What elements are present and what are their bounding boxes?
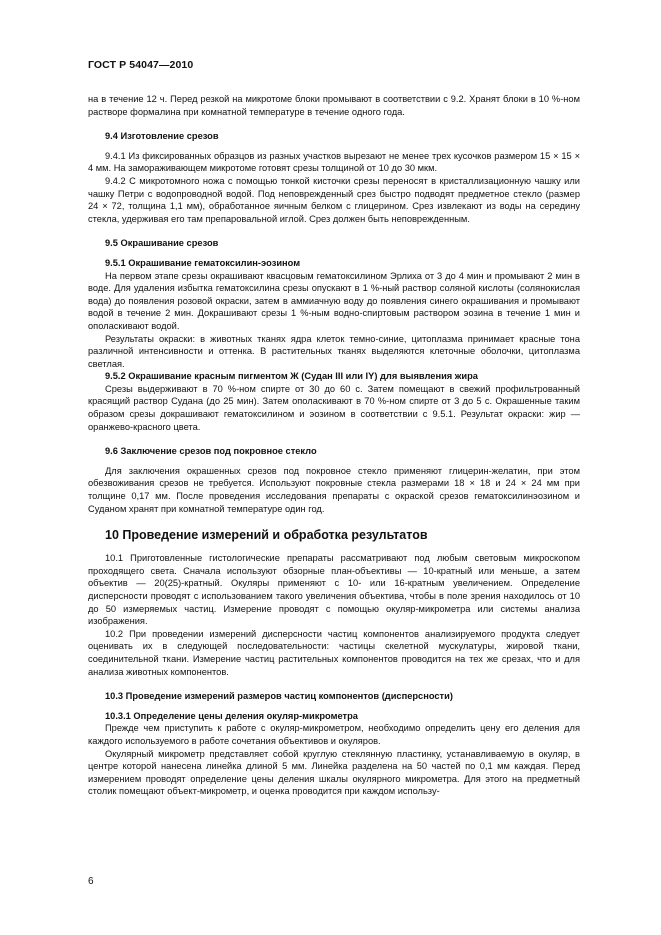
paragraph-10-1: 10.1 Приготовленные гистологические препараты рассматривают под любым световым микроскопом проходящего света. Сначала используют обзорные план-объективы — 10-кратный или меньше, а затем объектив — 20(25)-кратный. Окуляры применяют с 10- или 16-кратным увеличением. Определение дисперсности проводят с использованием такого увеличения объектива, чтобы в поле зрения находилось от 10 до 50 измеряемых частиц. Измерение проводят с помощью окуляр-микрометра или системы анализа изображения. [88,553,580,627]
paragraph-9-5-1-2: Результаты окраски: в животных тканях ядра клеток темно-синие, цитоплазма принимает красные тона различной интенсивности и оттенка. В растительных тканях выделяются клеточные оболочки, цитоплазма светлая. [88,333,580,369]
paragraph-10-2: 10.2 При проведении измерений дисперсности частиц компонентов анализируемого продукта следует оценивать их в следующей последовательности: частицы скелетной мускулатуры, жировой ткани, соединительной ткани. Измерение частиц растительных компонентов проводится на тех же срезах, что и для анализа животных компонентов. [88,628,580,677]
paragraph-10-3-1-2: Окулярный микрометр представляет собой круглую стеклянную пластинку, устанавливаемую в окуляр, в центре которой нанесена линейка длиной 5 мм. Линейка разделена на 50 частей по 0,1 мм каждая. Перед измерением проводят определение цены деления шкалы окулярного микрометра. Для этого на предметный столик помещают объект-микрометр, и оценка проводится при каждом использу- [88,748,580,797]
document-header: ГОСТ Р 54047—2010 [88,59,194,71]
paragraph-9-5-1-1: На первом этапе срезы окрашивают квасцовым гематоксилином Эрлиха от 3 до 4 мин и промывают 2 мин в воде. Для удаления избытка гематоксилина срезы опускают в 1 %-ный раствор соляной кислоты (солянокислая вода) до появления розовой окраски, затем в аммиачную воду до появления синего окрашивания и промывают водой в течение 2 мин. Докрашивают срезы 1 %-ным водно-спиртовым раствором эозина в течение 1 мин и ополаскивают водой. [88,270,580,331]
paragraph-9-5-2: Срезы выдерживают в 70 %-ном спирте от 30 до 60 с. Затем помещают в свежий профильтрованный красящий раствор Судана (до 25 мин). Затем ополаскивают в 70 %-ном спирте от 3 до 5 с. Окрашенные таким образом срезы докрашивают гематоксилином и эозином в соответствии с 9.5.1. Результат окраски: жир — оранжево-красного цвета. [88,383,580,432]
section-9-4-heading: 9.4 Изготовление срезов [105,131,219,142]
paragraph-9-4-1: 9.4.1 Из фиксированных образцов из разных участков вырезают не менее трех кусочков размером 15 × 15 × 4 мм. На замораживающем микротоме готовят срезы толщиной от 10 до 30 мкм. [88,150,580,174]
section-9-5-heading: 9.5 Окрашивание срезов [105,238,219,249]
section-9-5-2-heading: 9.5.2 Окрашивание красным пигментом Ж (Судан III или IY) для выявления жира [105,371,478,382]
section-9-6-heading: 9.6 Заключение срезов под покровное стекло [105,446,317,457]
section-10-3-1-heading: 10.3.1 Определение цены деления окуляр-микрометра [105,710,358,721]
paragraph-9-4-2: 9.4.2 С микротомного ножа с помощью тонкой кисточки срезы переносят в кристаллизационную чашку или чашку Петри с водопроводной водой. Под неповрежденный срез быстро подводят предметное стекло (размер 24 × 72, толщина 1,1 мм), обработанное яичным белком с глицерином. Срез извлекают из воды на середину стекла, удерживая его там препаровальной иглой. Срез должен быть неповрежденным. [88,175,580,224]
section-9-5-1-heading: 9.5.1 Окрашивание гематоксилин-эозином [105,257,301,268]
document-body [88,93,580,798]
paragraph-9-6: Для заключения окрашенных срезов под покровное стекло применяют глицерин-желатин, при этом обезвоживания срезов не требуется. Используют покровные стекла размерами 18 × 18 и 24 × 24 мм при толщине 0,17 мм. После проведения исследования препараты с окраской срезов гематоксилинэозином и Суданом хранят при комнатной температуре один год. [88,465,580,514]
section-10-heading: 10 Проведение измерений и обработка результатов [105,528,428,543]
section-10-3-heading: 10.3 Проведение измерений размеров частиц компонентов (дисперсности) [105,691,453,702]
page-number: 6 [88,876,94,887]
continued-paragraph: на в течение 12 ч. Перед резкой на микротоме блоки промывают в соответствии с 9.2. Хранят блоки в 10 %-ном растворе формалина при комнатной температуре в течение одного года. [88,94,580,117]
paragraph-10-3-1-1: Прежде чем приступить к работе с окуляр-микрометром, необходимо определить цену его деления для каждого используемого в работе сочетания объективов и окуляров. [88,723,580,746]
